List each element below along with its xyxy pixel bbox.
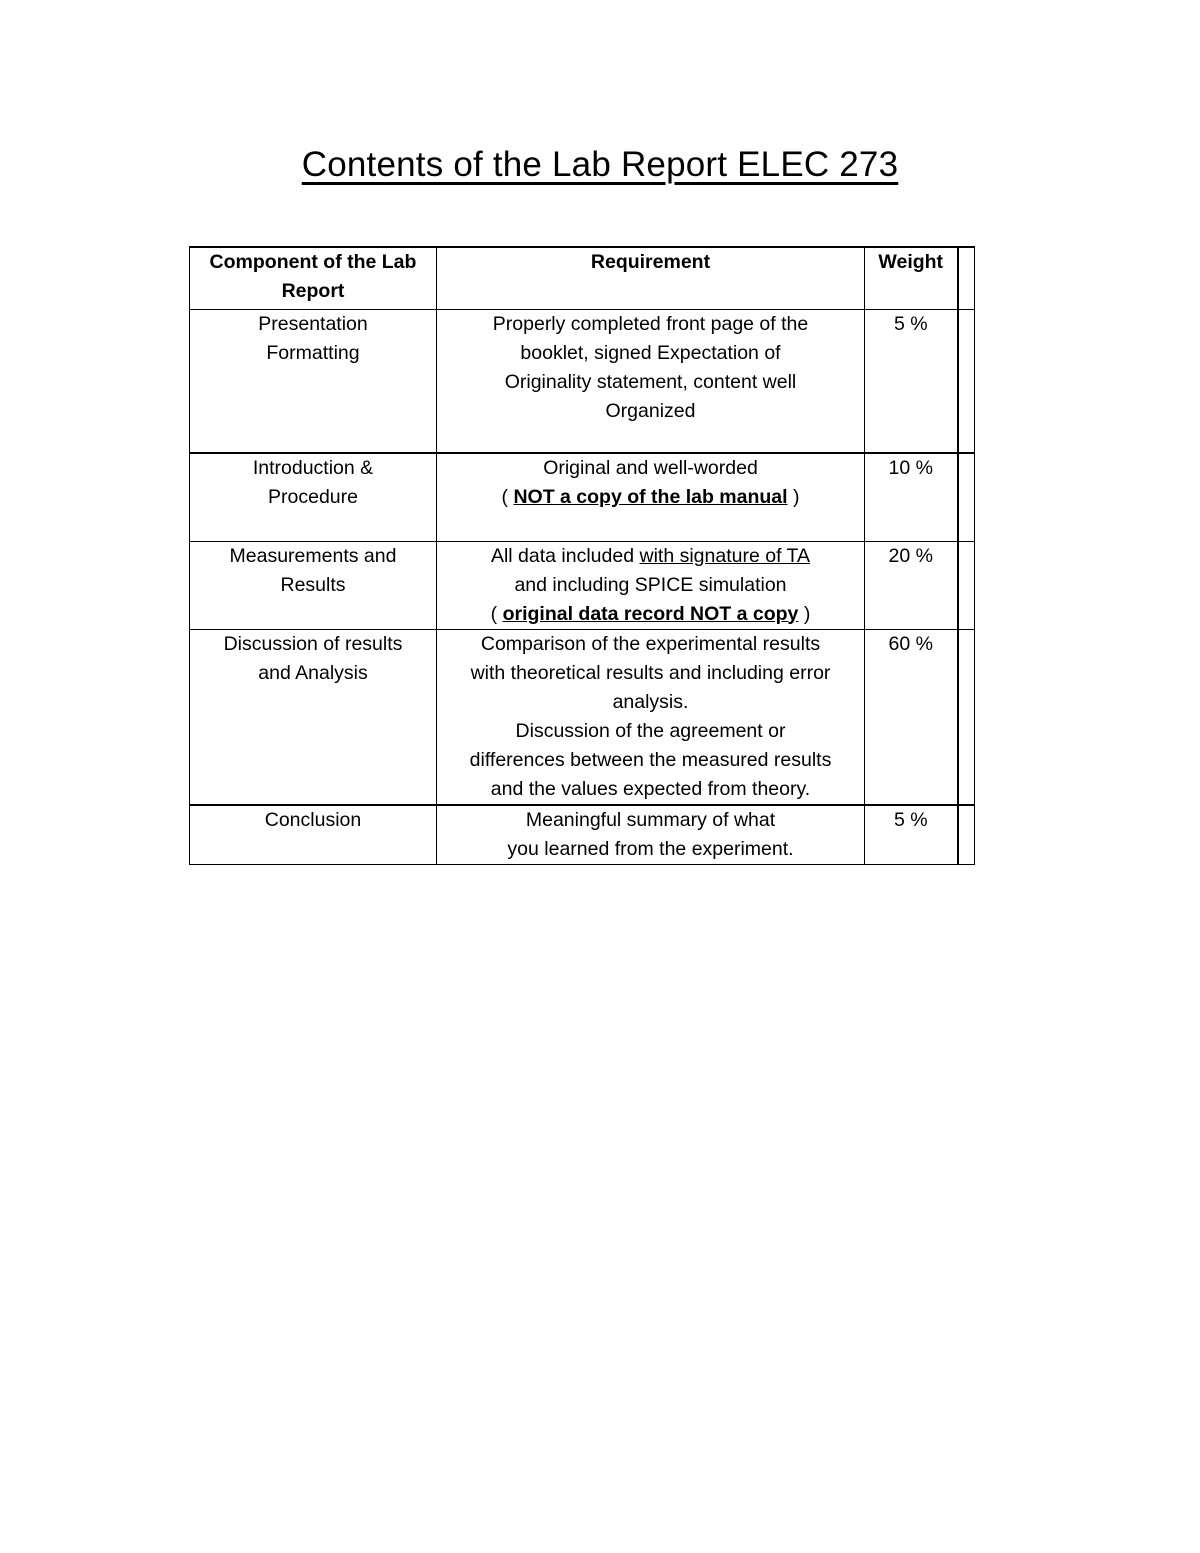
page-title: Contents of the Lab Report ELEC 273 (301, 145, 899, 184)
grading-table (189, 246, 975, 865)
cell-component: Discussion of results and Analysis (190, 629, 437, 805)
table-row (190, 629, 975, 805)
cell-empty (958, 453, 975, 541)
cell-empty (958, 805, 975, 865)
cell-component: Measurements and Results (190, 541, 437, 629)
cell-empty (958, 541, 975, 629)
header-requirement: Requirement (437, 247, 865, 309)
header-weight: Weight (865, 247, 958, 309)
cell-weight: 5 % (865, 805, 958, 865)
header-empty (958, 247, 975, 309)
cell-component: Presentation Formatting (190, 309, 437, 453)
cell-component: Conclusion (190, 805, 437, 865)
cell-requirement: All data included with signature of TA and including SPICE simulation ( original data record NOT a copy ) (437, 541, 865, 629)
cell-requirement: Meaningful summary of what you learned from the experiment. (437, 805, 865, 865)
cell-weight: 5 % (865, 309, 958, 453)
table-row (190, 541, 975, 629)
table-header-row (190, 247, 975, 309)
emphasis-text: original data record NOT a copy (502, 602, 799, 625)
table-row (190, 453, 975, 541)
cell-weight: 10 % (865, 453, 958, 541)
table-row (190, 805, 975, 865)
underlined-text: with signature of TA (639, 544, 811, 567)
cell-component: Introduction & Procedure (190, 453, 437, 541)
cell-empty (958, 309, 975, 453)
cell-empty (958, 629, 975, 805)
cell-requirement: Comparison of the experimental results with theoretical results and including error analysis. Discussion of the agreement or differences between the measured results and the values expected from theory. (437, 629, 865, 805)
emphasis-text: NOT a copy of the lab manual (513, 486, 788, 508)
table-row (190, 309, 975, 453)
cell-weight: 20 % (865, 541, 958, 629)
header-component: Component of the Lab Report (190, 247, 437, 309)
cell-requirement: Properly completed front page of the booklet, signed Expectation of Originality statement, content well Organized (437, 309, 865, 453)
cell-requirement: Original and well-worded ( NOT a copy of the lab manual ) (437, 453, 865, 541)
cell-weight: 60 % (865, 629, 958, 805)
